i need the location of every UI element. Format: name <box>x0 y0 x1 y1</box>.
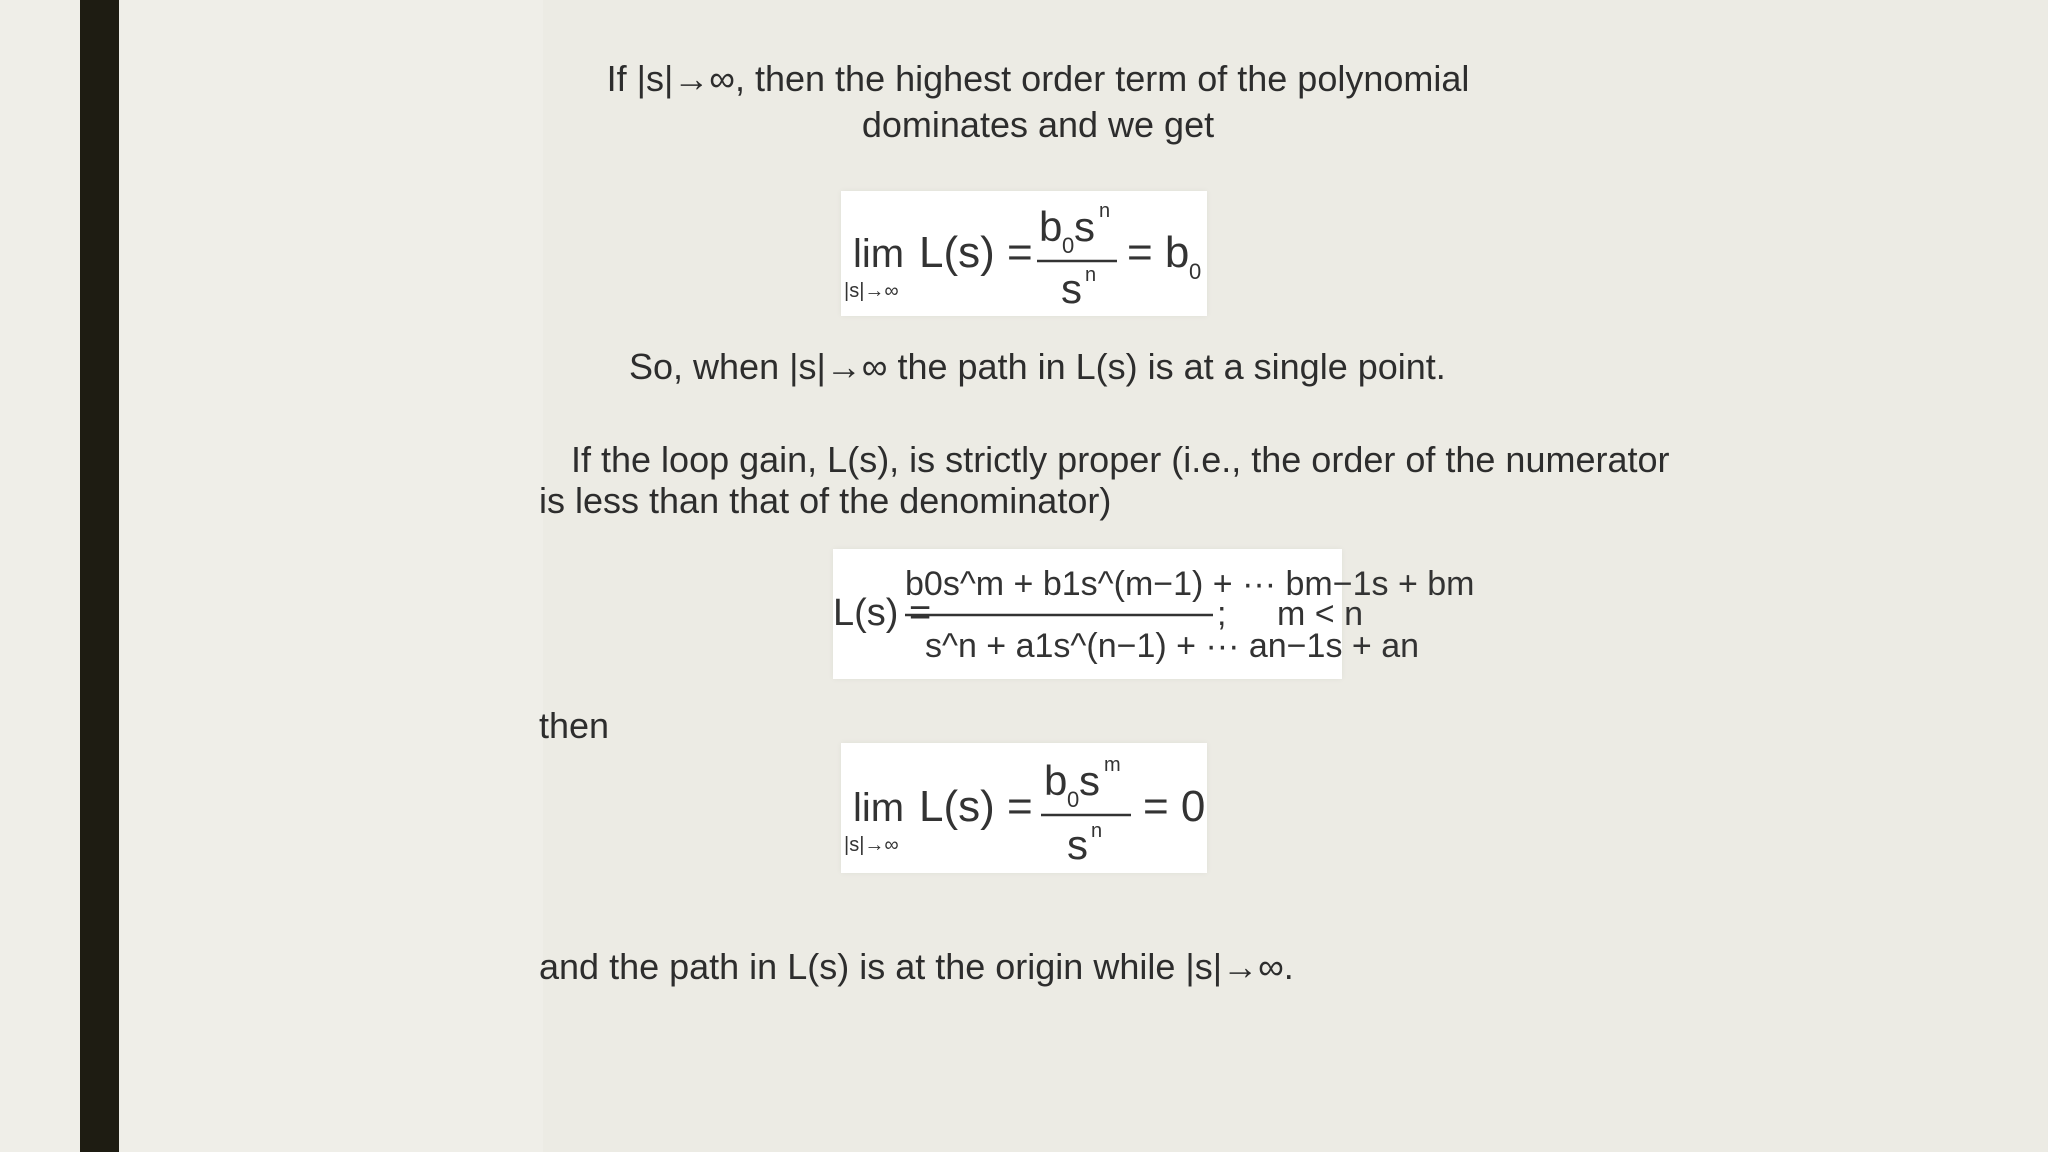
lim-subscript: |s|→∞ <box>844 834 899 856</box>
proper-line-2: is less than that of the denominator) <box>539 480 1112 521</box>
numerator-b: b <box>1044 757 1068 804</box>
condition-label: m < n <box>1277 595 1363 633</box>
left-accent-bar <box>80 0 119 1152</box>
numerator-s-superscript: m <box>1104 754 1121 776</box>
numerator-s-superscript: n <box>1099 200 1111 222</box>
denominator-s: s <box>1061 265 1082 312</box>
semicolon: ; <box>1217 595 1227 633</box>
rhs-label: = b <box>1127 228 1190 277</box>
lim-subscript: |s|→∞ <box>844 280 899 302</box>
equation-loop-gain <box>833 549 1475 679</box>
intro-line-2: dominates and we get <box>861 104 1215 145</box>
lhs-label: L(s) = <box>919 228 1033 277</box>
origin-statement: and the path in L(s) is at the origin while |s|→∞. <box>539 946 1294 987</box>
lim-label: lim <box>853 232 905 276</box>
lim-label: lim <box>853 786 905 830</box>
then-label: then <box>539 705 610 746</box>
lhs-label: L(s) = <box>833 592 932 634</box>
rhs-label: = 0 <box>1143 782 1206 831</box>
denominator-s-superscript: n <box>1091 820 1103 842</box>
numerator-b-subscript: 0 <box>1067 787 1080 812</box>
equation-limit-zero <box>841 743 1207 873</box>
equation-limit-b0-svg <box>841 191 1207 316</box>
numerator-s: s <box>1079 757 1100 804</box>
denominator-s-superscript: n <box>1085 264 1097 286</box>
denominator-polynomial: s^n + a1s^(n−1) + ··· an−1s + an <box>925 627 1420 665</box>
single-point-statement: So, when |s|→∞ the path in L(s) is at a single point. <box>629 346 1446 387</box>
numerator-polynomial: b0s^m + b1s^(m−1) + ··· bm−1s + bm <box>905 565 1475 603</box>
equation-limit-zero-svg <box>841 743 1207 873</box>
lhs-label: L(s) = <box>919 782 1033 831</box>
proper-line-1: If the loop gain, L(s), is strictly proper (i.e., the order of the numerator <box>571 439 1670 480</box>
equation-loop-gain-svg <box>833 549 1475 679</box>
numerator-b: b <box>1039 203 1063 250</box>
equation-limit-b0 <box>841 191 1207 316</box>
numerator-b-subscript: 0 <box>1062 233 1075 258</box>
denominator-s: s <box>1067 821 1088 868</box>
numerator-s: s <box>1074 203 1095 250</box>
rhs-subscript: 0 <box>1189 259 1202 284</box>
intro-line-1: If |s|→∞, then the highest order term of the polynomial <box>606 58 1470 99</box>
